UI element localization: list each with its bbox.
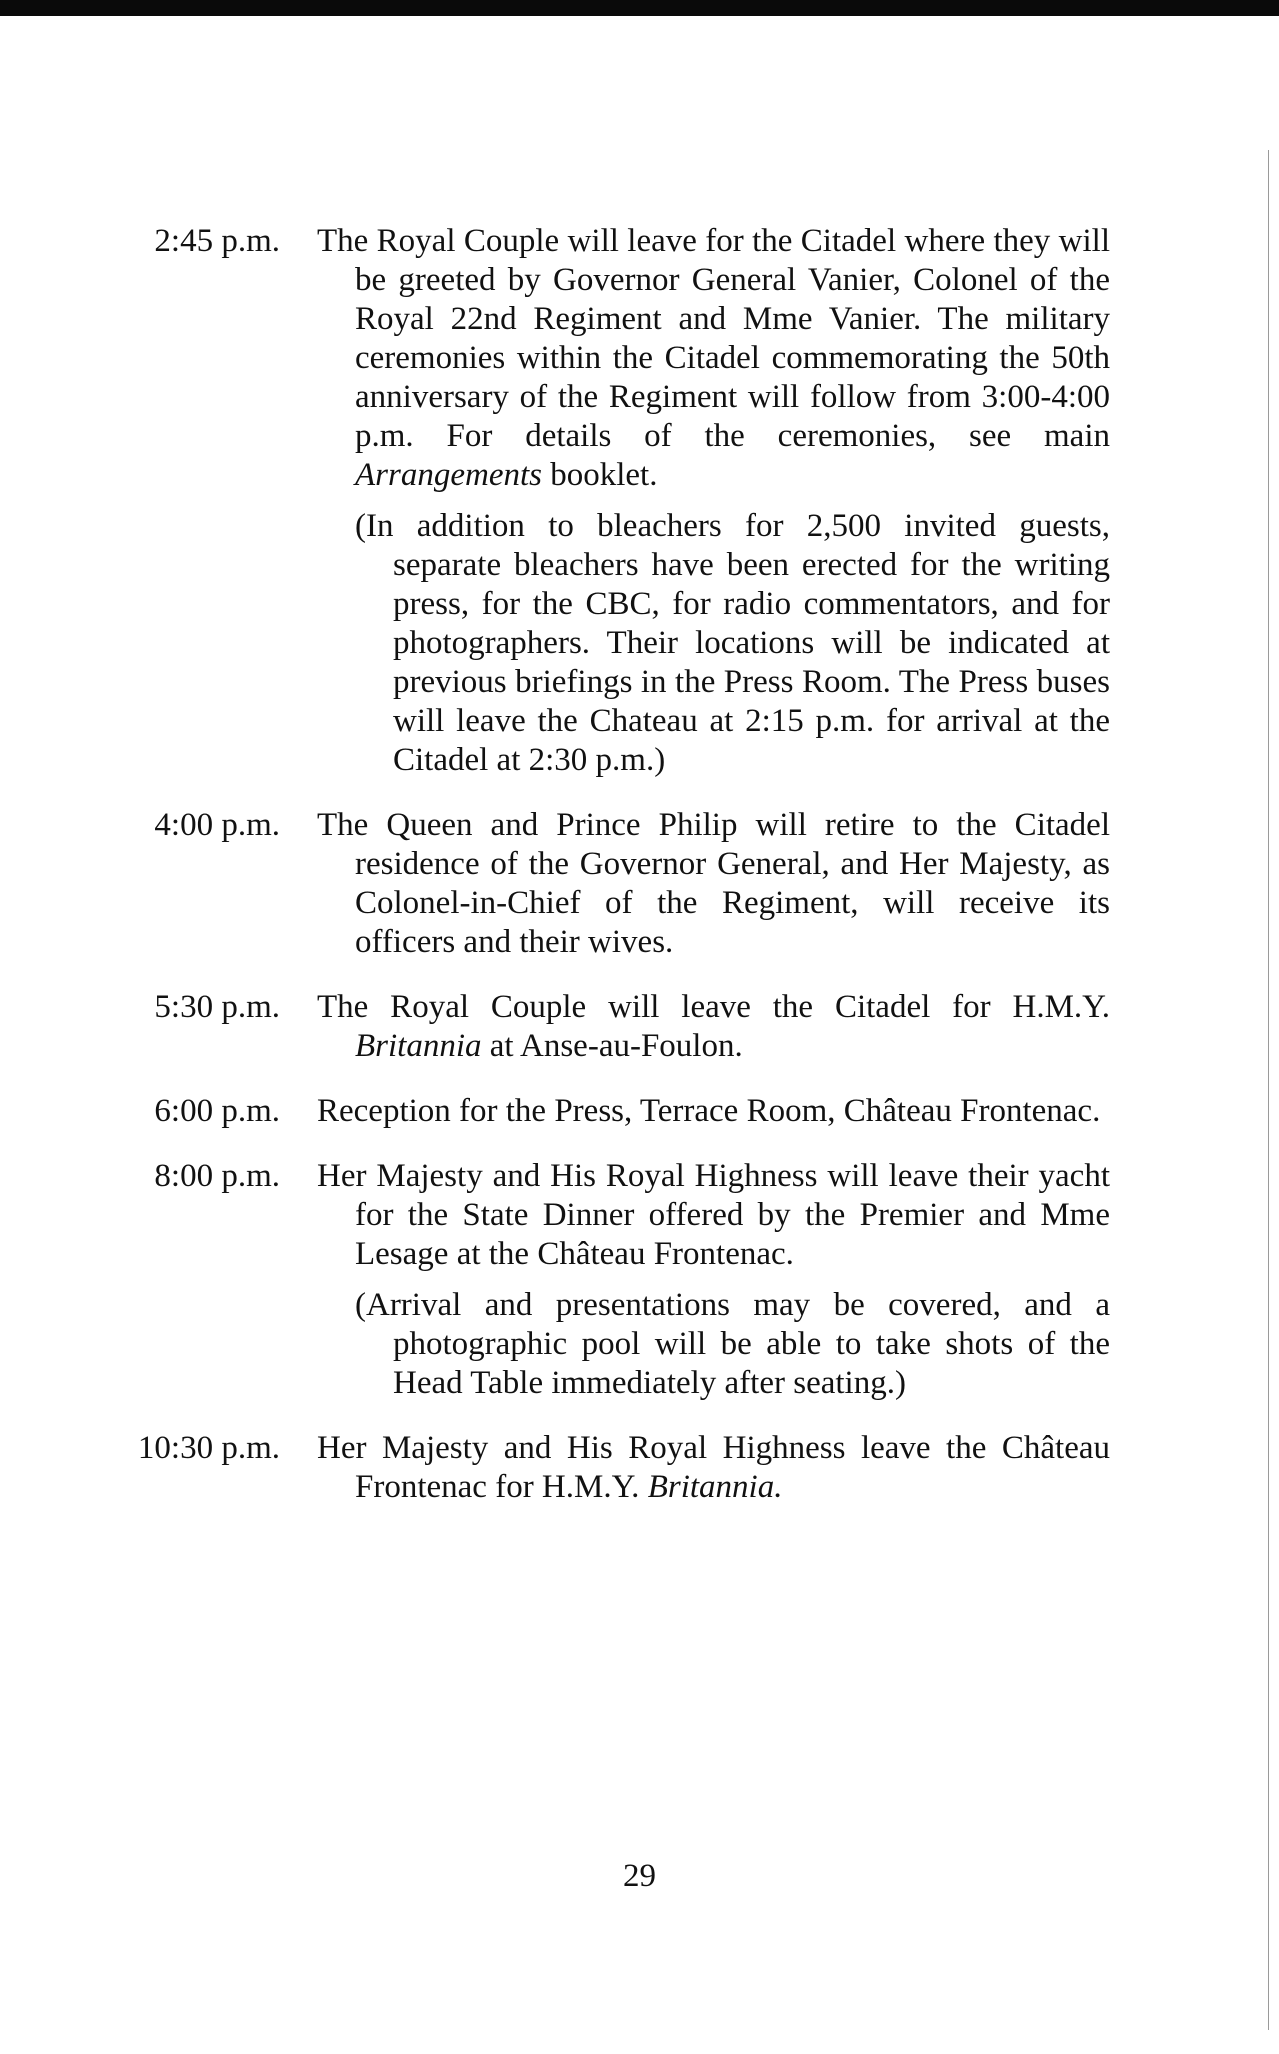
text-run: Reception for the Press, Terrace Room, Château Frontenac. <box>317 1093 1101 1129</box>
schedule-list <box>80 222 1110 1533</box>
entry-time: 5:30 p.m. <box>154 989 280 1025</box>
italic-title: Arrangements <box>355 457 542 493</box>
entry-time: 4:00 p.m. <box>154 807 280 843</box>
text-run: The Royal Couple will leave for the Citadel where they will be greeted by Governor General Vanier, Colonel of the Royal 22nd Regiment and Mme Vanier. The military ceremonies within the Citadel commemorating the 50th anniversary of the Regiment will follow from 3:00-4:00 p.m. For details of the ceremonies, see main <box>317 223 1110 454</box>
entry-note <box>355 1286 1110 1403</box>
entry-description <box>317 806 1110 962</box>
page-number: 29 <box>623 1858 656 1894</box>
entry-description <box>317 988 1110 1066</box>
entry-description <box>317 1092 1110 1131</box>
entry-time: 10:30 p.m. <box>137 1430 280 1466</box>
entry-text <box>317 222 1110 495</box>
text-run: booklet. <box>541 457 658 493</box>
text-run: Her Majesty and His Royal Highness leave the Château Frontenac for H.M.Y. <box>317 1430 1110 1505</box>
schedule-entry <box>80 988 1110 1066</box>
italic-title: Britannia. <box>647 1469 783 1505</box>
entry-text <box>317 1092 1110 1131</box>
entry-text <box>317 1429 1110 1507</box>
schedule-entry <box>80 1429 1110 1507</box>
scan-top-border <box>0 0 1279 16</box>
schedule-entry <box>80 1157 1110 1403</box>
scan-right-edge <box>1268 150 1269 2030</box>
entry-time: 2:45 p.m. <box>154 223 280 259</box>
text-run: Her Majesty and His Royal Highness will leave their yacht for the State Dinner offered by the Premier and Mme Lesage at the Château Frontenac. <box>317 1158 1110 1272</box>
text-run: at Anse-au-Foulon. <box>481 1028 743 1064</box>
entry-description <box>317 222 1110 780</box>
schedule-entry <box>80 806 1110 962</box>
text-run: (In addition to bleachers for 2,500 invited guests, separate bleachers have been erected for the writing press, for the CBC, for radio commentators, and for photographers. Their locations will be indicated at previous briefings in the Press Room. The Press buses will leave the Chateau at 2:15 p.m. for arrival at the Citadel at 2:30 p.m.) <box>355 508 1110 778</box>
entry-text <box>317 988 1110 1066</box>
entry-text <box>317 1157 1110 1274</box>
entry-time: 8:00 p.m. <box>154 1158 280 1194</box>
schedule-entry <box>80 222 1110 780</box>
italic-title: Britannia <box>355 1028 482 1064</box>
entry-description <box>317 1429 1110 1507</box>
entry-text <box>317 806 1110 962</box>
entry-note <box>355 507 1110 780</box>
text-run: (Arrival and presentations may be covered, and a photographic pool will be able to take shots of the Head Table immediately after seating.) <box>355 1287 1110 1401</box>
text-run: The Queen and Prince Philip will retire to the Citadel residence of the Governor General, and Her Majesty, as Colonel-in-Chief of the Regiment, will receive its officers and their wives. <box>317 807 1110 960</box>
entry-description <box>317 1157 1110 1403</box>
text-run: The Royal Couple will leave the Citadel for H.M.Y. <box>317 989 1110 1025</box>
schedule-entry <box>80 1092 1110 1131</box>
entry-time: 6:00 p.m. <box>154 1093 280 1129</box>
